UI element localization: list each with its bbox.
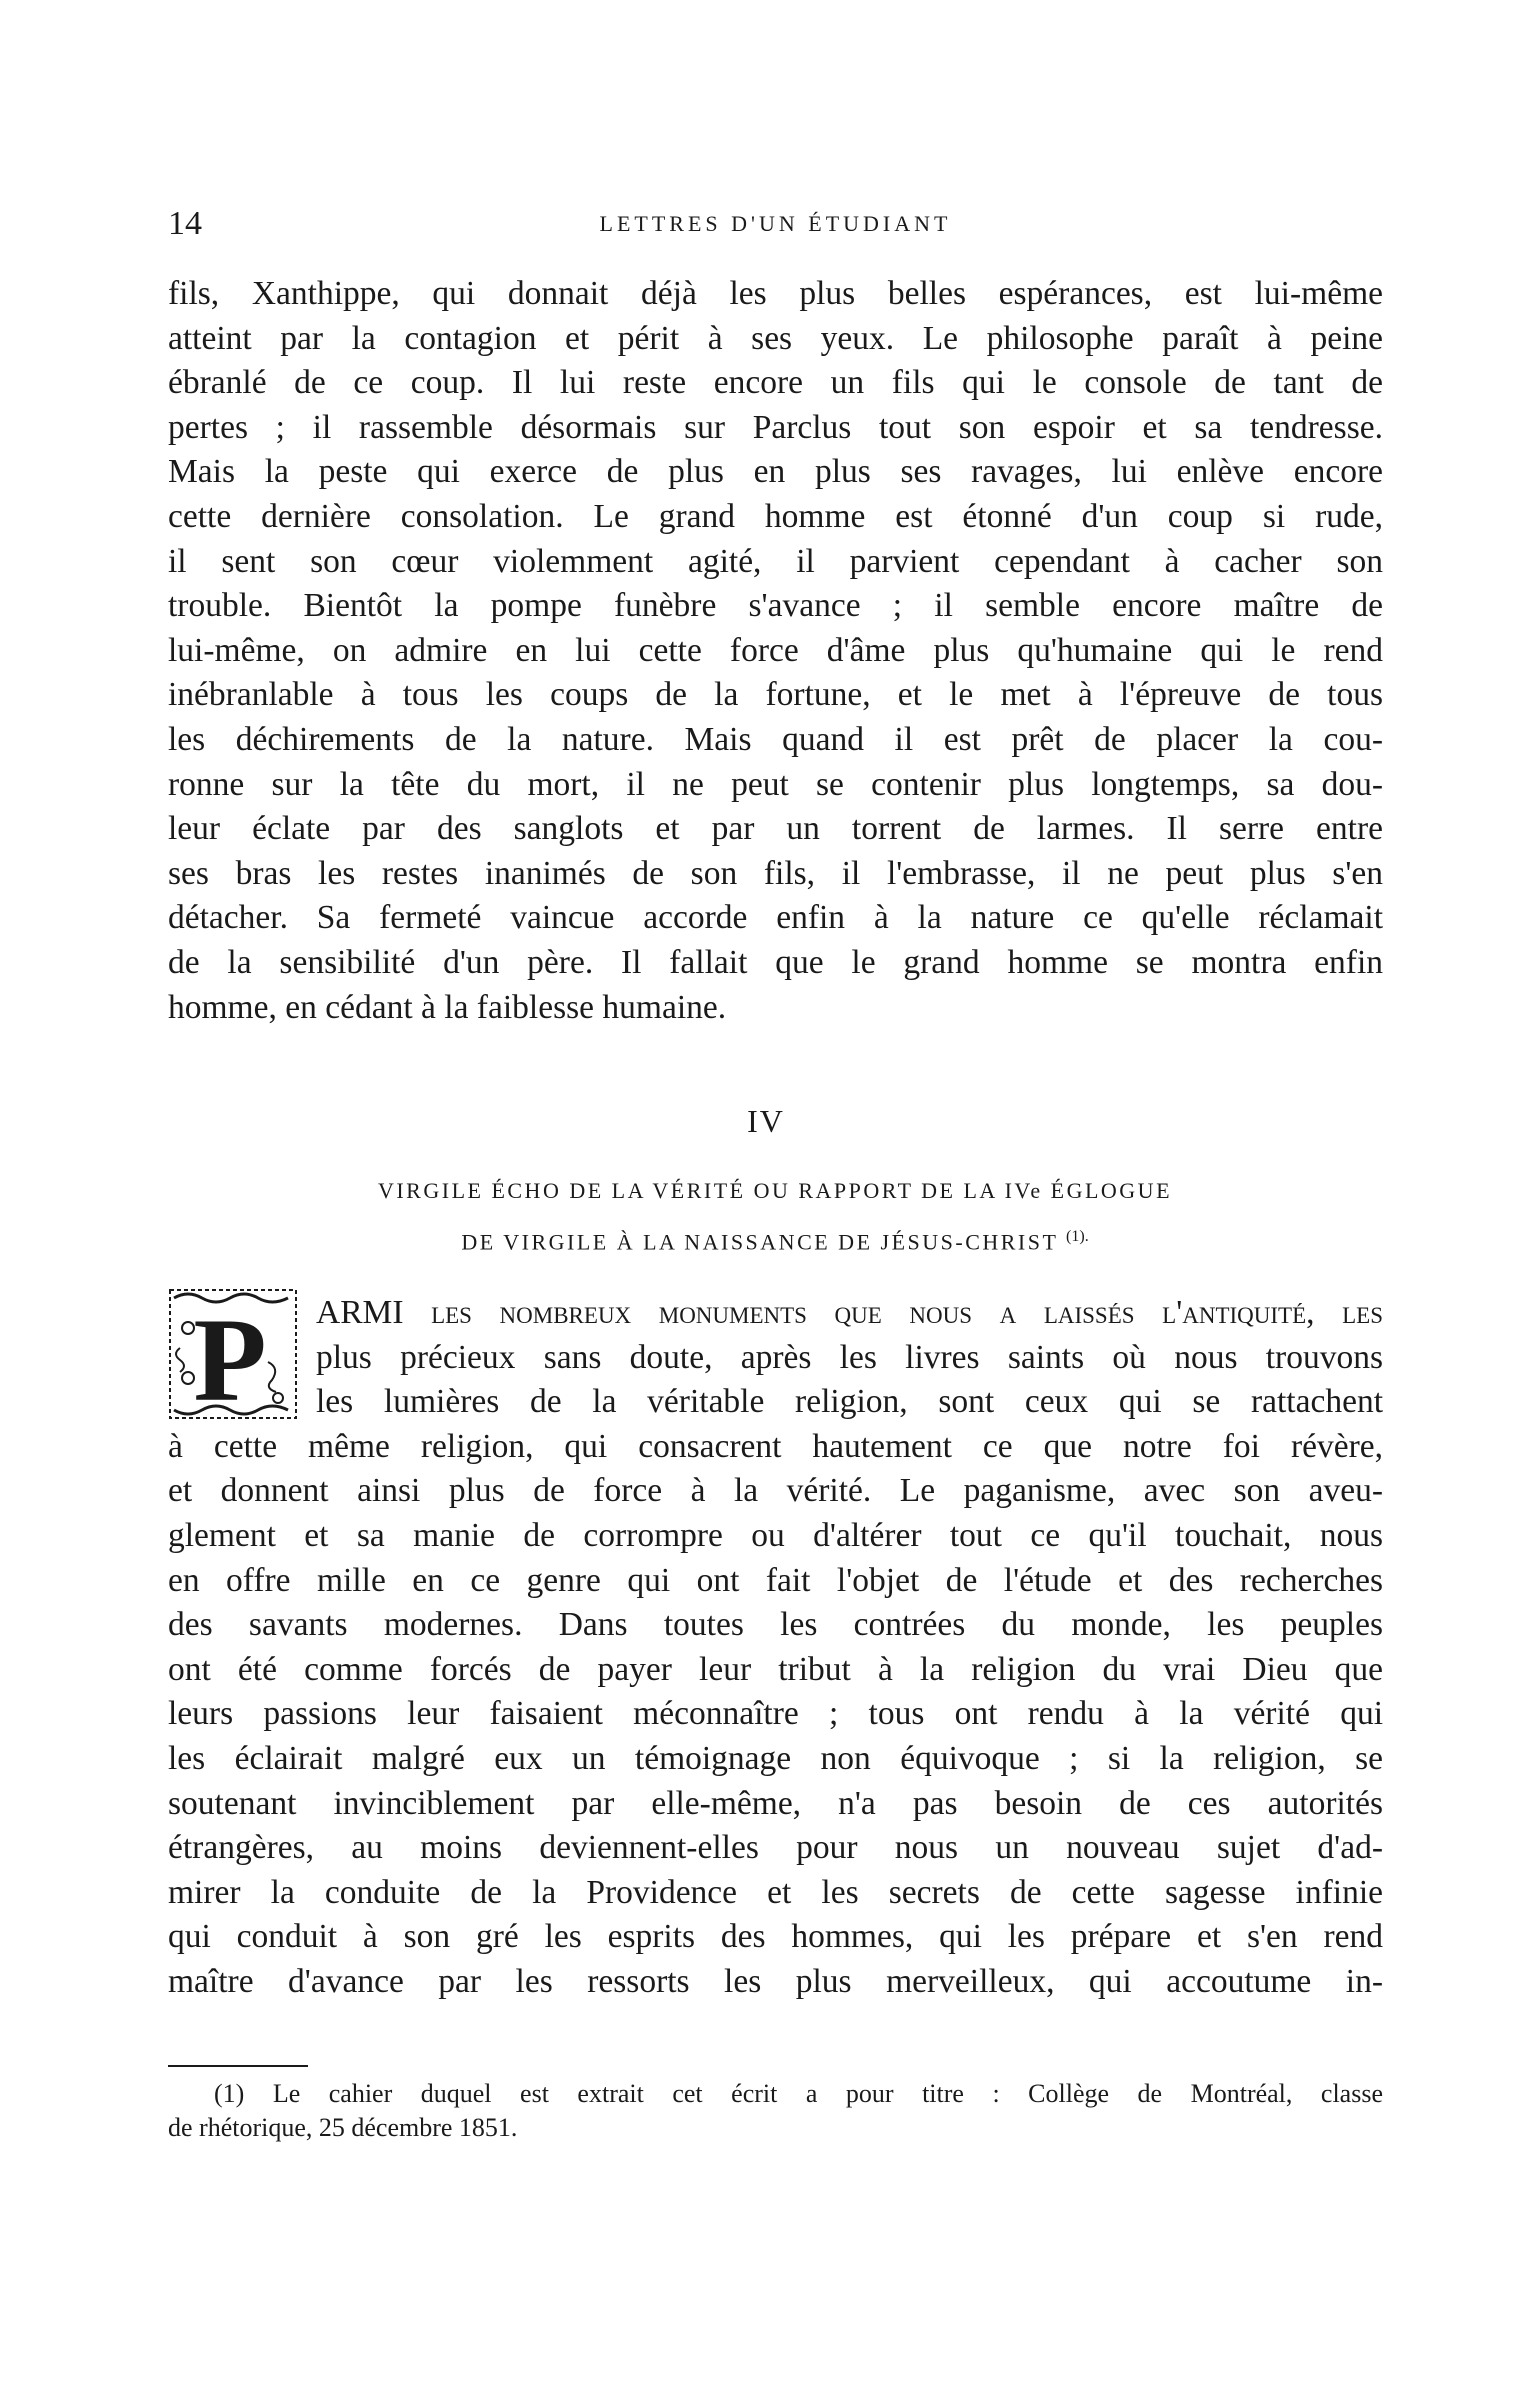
text-line: les lumières de la véritable religion, sont ceux qui se rattachent <box>316 1383 1383 1421</box>
paragraph-main <box>168 1291 1383 2005</box>
text-line: leurs passions leur faisaient méconnaître ; tous ont rendu à la vérité qui <box>168 1695 1383 1733</box>
section-number: IV <box>747 1103 785 1139</box>
text-line: plus précieux sans doute, après les livres saints où nous trouvons <box>316 1338 1383 1376</box>
text-line: détacher. Sa fermeté vaincue accorde enfin à la nature ce qu'elle réclamait <box>168 899 1383 937</box>
footnote-line: (1) Le cahier duquel est extrait cet écrit a pour titre : Collège de Montréal, classe <box>214 2079 1383 2108</box>
text-line: lui-même, on admire en lui cette force d'âme plus qu'humaine qui le rend <box>168 631 1383 669</box>
text-line: atteint par la contagion et périt à ses yeux. Le philosophe paraît à peine <box>168 319 1383 357</box>
text-line: des savants modernes. Dans toutes les contrées du monde, les peuples <box>168 1606 1383 1644</box>
text-line-start: ARMI les nombreux monuments que nous a laissés l'antiquité, les <box>316 1294 1383 1331</box>
section-title <box>230 1168 1320 1265</box>
section-title-line-2 <box>230 1214 1320 1265</box>
text-line: glement et sa manie de corrompre ou d'altérer tout ce qu'il touchait, nous <box>168 1516 1383 1554</box>
text-line: les déchirements de la nature. Mais quand il est prêt de placer la cou- <box>168 720 1383 758</box>
paragraph-continuation <box>168 272 1383 1030</box>
text-line: en offre mille en ce genre qui ont fait l'objet de l'étude et des recherches <box>168 1561 1383 1599</box>
text-line: soutenant invinciblement par elle-même, n'a pas besoin de ces autorités <box>168 1784 1383 1822</box>
text-line <box>168 1291 1383 1336</box>
running-head: LETTRES D'UN ÉTUDIANT <box>599 211 952 236</box>
text-line: Mais la peste qui exerce de plus en plus ses ravages, lui enlève encore <box>168 453 1383 491</box>
dropcap-letter: P <box>193 1293 267 1420</box>
footnote-line: de rhétorique, 25 décembre 1851. <box>168 2113 518 2142</box>
text-line: il sent son cœur violemment agité, il parvient cependant à cacher son <box>168 542 1383 580</box>
text-line: mirer la conduite de la Providence et les secrets de cette sagesse infinie <box>168 1873 1383 1911</box>
text-line: et donnent ainsi plus de force à la vérité. Le paganisme, avec son aveu- <box>168 1472 1383 1510</box>
text-line: homme, en cédant à la faiblesse humaine. <box>168 988 727 1026</box>
text-line: trouble. Bientôt la pompe funèbre s'avance ; il semble encore maître de <box>168 587 1383 625</box>
text-line: de la sensibilité d'un père. Il fallait que le grand homme se montra enfin <box>168 943 1383 981</box>
text-line: cette dernière consolation. Le grand homme est étonné d'un coup si rude, <box>168 497 1383 535</box>
text-line: ses bras les restes inanimés de son fils, il l'embrasse, il ne peut plus s'en <box>168 854 1383 892</box>
text-line: ont été comme forcés de payer leur tribut à la religion du vrai Dieu que <box>168 1650 1383 1688</box>
footnote-rule <box>168 2065 308 2067</box>
text-line: ronne sur la tête du mort, il ne peut se contenir plus longtemps, sa dou- <box>168 765 1383 803</box>
text-line: ébranlé de ce coup. Il lui reste encore un fils qui le console de tant de <box>168 364 1383 402</box>
text-line: les éclairait malgré eux un témoignage non équivoque ; si la religion, se <box>168 1739 1383 1777</box>
text-line: inébranlable à tous les coups de la fortune, et le met à l'épreuve de tous <box>168 676 1383 714</box>
text-line: qui conduit à son gré les esprits des hommes, qui les prépare et s'en rend <box>168 1918 1383 1956</box>
text-line: maître d'avance par les ressorts les plus merveilleux, qui accoutume in- <box>168 1962 1383 2000</box>
section-title-text: DE VIRGILE À LA NAISSANCE DE JÉSUS-CHRIST <box>461 1229 1059 1255</box>
section-title-line: VIRGILE ÉCHO DE LA VÉRITÉ OU RAPPORT DE LA IVe ÉGLOGUE <box>377 1178 1173 1203</box>
footnote-reference: (1). <box>1066 1228 1089 1245</box>
text-line: à cette même religion, qui consacrent hautement ce que notre foi révère, <box>168 1427 1383 1465</box>
footnote <box>168 2077 1383 2145</box>
page-number: 14 <box>168 205 202 242</box>
page-header <box>168 205 1383 245</box>
text-line: leur éclate par des sanglots et par un torrent de larmes. Il serre entre <box>168 810 1383 848</box>
text-line: étrangères, au moins deviennent-elles pour nous un nouveau sujet d'ad- <box>168 1829 1383 1867</box>
text-line: pertes ; il rassemble désormais sur Parclus tout son espoir et sa tendresse. <box>168 408 1383 446</box>
text-line: fils, Xanthippe, qui donnait déjà les plus belles espérances, est lui-même <box>168 275 1383 312</box>
